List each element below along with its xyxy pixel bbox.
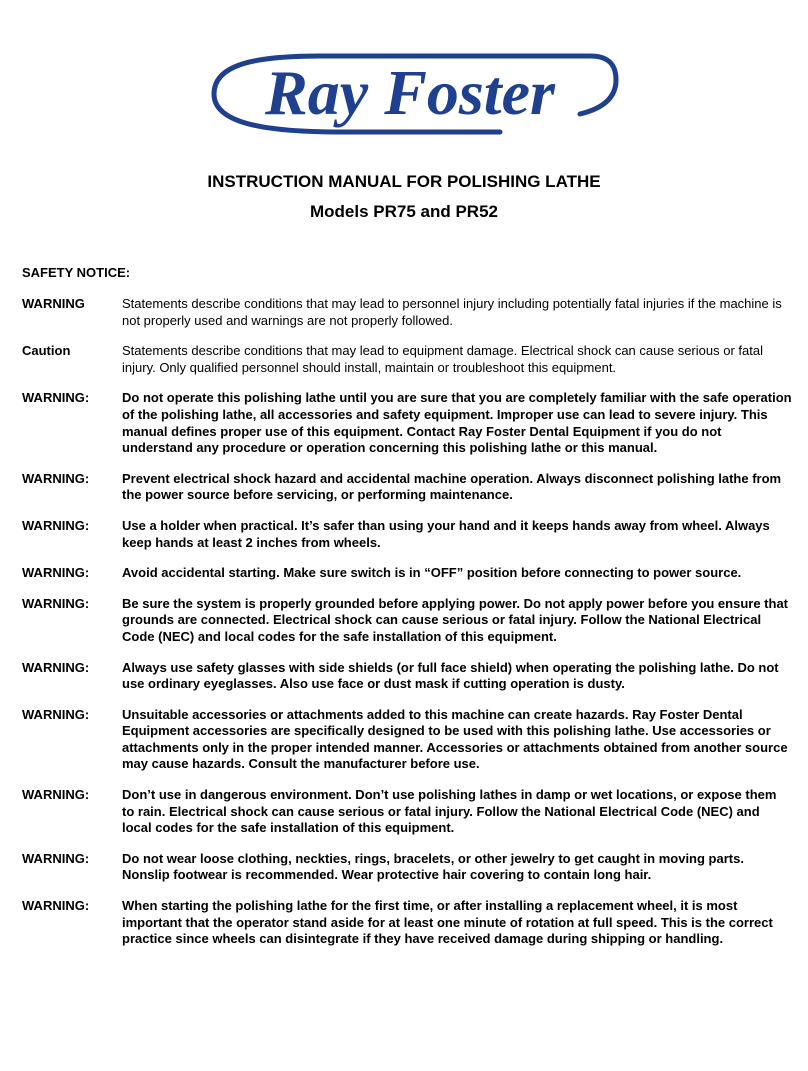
notice-item [22, 787, 792, 837]
ray-foster-logo [200, 48, 620, 140]
notice-text: Prevent electrical shock hazard and accidental machine operation. Always disconnect polishing lathe from the power source before servicing, or performing maintenance. [122, 470, 782, 503]
notice-item [22, 707, 792, 773]
logo-graphic [200, 48, 620, 140]
notice-text: When starting the polishing lathe for the first time, or after installing a replacement wheel, it is most important that the operator stand aside for at least one minute of rotation at full speed. This is the correct practice since wheels can disintegrate if they have received damage during shipping or handling. [122, 898, 773, 947]
notice-item [22, 565, 792, 582]
notice-text: Do not wear loose clothing, neckties, rings, bracelets, or other jewelry to get caught in moving parts. Nonslip footwear is recommended. Wear protective hair covering to contain long hair. [122, 850, 744, 883]
notice-label: WARNING [22, 296, 85, 311]
safety-notice-heading: SAFETY NOTICE: [22, 265, 131, 280]
notice-item [22, 898, 792, 948]
notice-text: Always use safety glasses with side shields (or full face shield) when operating the polishing lathe. Do not use ordinary eyeglasses. Also use face or dust mask if cutting operation is dusty. [122, 659, 779, 692]
notice-item [22, 296, 792, 329]
logo-wordmark: Ray Foster [265, 57, 555, 128]
notice-list [22, 296, 792, 948]
notice-text: Use a holder when practical. It’s safer than using your hand and it keeps hands away from wheel. Always keep hands at least 2 inches from wheels. [122, 517, 770, 550]
document-subtitle: Models PR75 and PR52 [309, 202, 498, 221]
notice-label: WARNING: [22, 390, 90, 406]
notice-text: Avoid accidental starting. Make sure switch is in “OFF” position before connecting to power source. [122, 565, 742, 581]
notice-label: WARNING: [22, 565, 90, 581]
notice-text: Do not operate this polishing lathe until you are sure that you are completely familiar with the safe operation of the polishing lathe, all accessories and safety equipment. Improper use can lead to severe injury. This manual defines proper use of this equipment. Contact Ray Foster Dental Equipment if you do not understand any procedure or operation concerning this polishing lathe or this manual. [122, 390, 792, 456]
notice-item [22, 518, 792, 551]
notice-item [22, 343, 792, 376]
notice-label: WARNING: [22, 898, 90, 914]
notice-text: Don’t use in dangerous environment. Don’t use polishing lathes in damp or wet locations, or expose them to rain. Electrical shock can cause serious or fatal injury. Follow the National Electrical Code (NEC) and local codes for the safe installation of this equipment. [122, 787, 777, 836]
notice-label: WARNING: [22, 595, 90, 611]
document-title: INSTRUCTION MANUAL FOR POLISHING LATHE [207, 172, 601, 191]
notice-label: WARNING: [22, 850, 90, 866]
notice-item [22, 660, 792, 693]
notice-label: WARNING: [22, 470, 90, 486]
notice-item [22, 596, 792, 646]
notice-item [22, 851, 792, 884]
notice-text: Statements describe conditions that may lead to personnel injury including potentially fatal injuries if the machine is not properly used and warnings are not properly followed. [122, 296, 782, 328]
notice-item [22, 471, 792, 504]
notice-text: Be sure the system is properly grounded before applying power. Do not apply power before you ensure that grounds are connected. Electrical shock can cause serious or fatal injury. Follow the National Electrical Code (NEC) and local codes for the safe installation of this equipment. [122, 595, 789, 644]
notice-text: Unsuitable accessories or attachments added to this machine can create hazards. Ray Foster Dental Equipment accessories are specifically designed to be used with this polishing lathe. Use accessories or attachments only in the proper intended manner. Accessories or attachments obtained from another source may cause hazards. Consult the manufacturer before use. [122, 706, 788, 772]
notice-label: WARNING: [22, 787, 90, 803]
notice-label: WARNING: [22, 659, 90, 675]
notice-label: Caution [22, 343, 71, 359]
notice-label: WARNING: [22, 517, 90, 533]
notice-item [22, 390, 792, 456]
notice-text: Statements describe conditions that may lead to equipment damage. Electrical shock can cause serious or fatal injury. Only qualified personnel should install, maintain or troubleshoot this equipment. [122, 343, 763, 375]
notice-label: WARNING: [22, 706, 90, 722]
